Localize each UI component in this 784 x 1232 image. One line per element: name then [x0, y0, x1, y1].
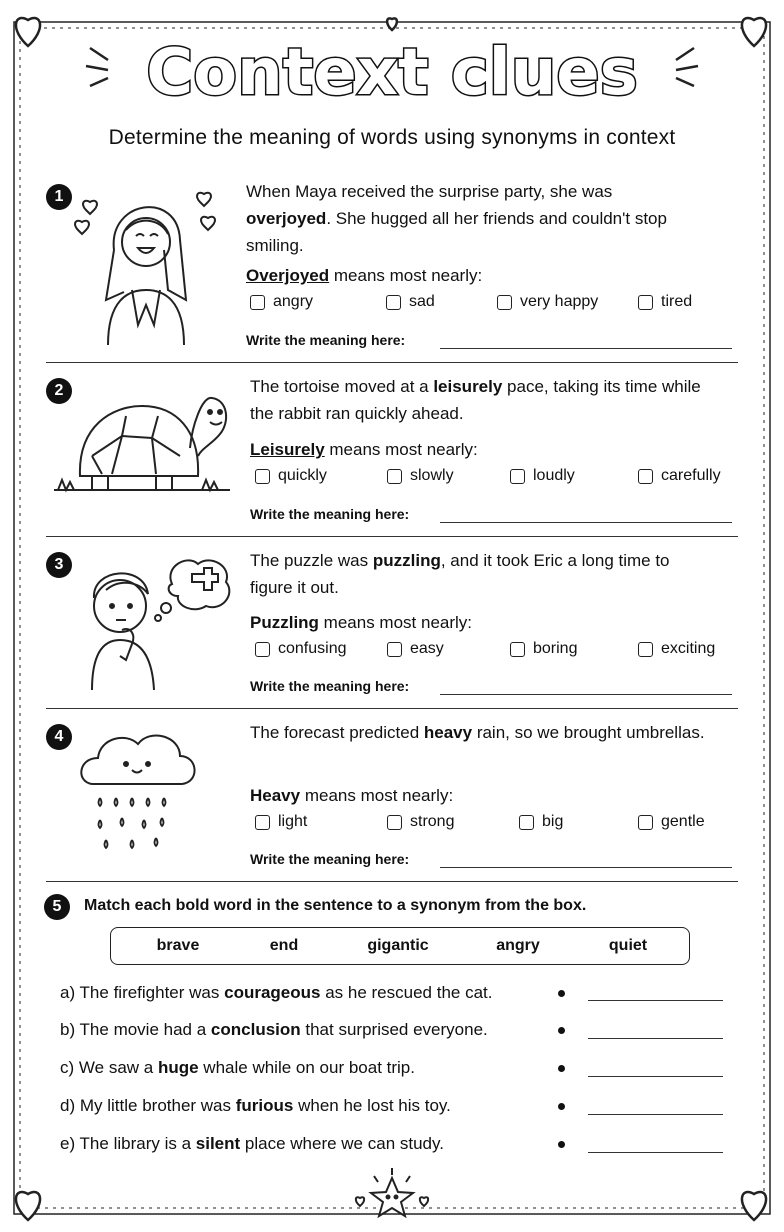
- checkbox[interactable]: [638, 469, 653, 484]
- question-prompt: [250, 786, 453, 806]
- sentence-text: that surprised everyone.: [300, 1020, 488, 1039]
- option-label: carefully: [661, 467, 721, 484]
- checkbox[interactable]: [387, 642, 402, 657]
- title-banner: [80, 18, 704, 118]
- answer-line[interactable]: [440, 348, 732, 349]
- question-prompt: [250, 613, 472, 633]
- sentence-text: The library is a: [79, 1134, 192, 1153]
- option-label: slowly: [410, 467, 454, 484]
- question-number: 5: [44, 894, 70, 920]
- sentence-text: . She hugged all her friends and couldn't stop smiling.: [246, 209, 667, 255]
- answer-line[interactable]: [588, 1000, 723, 1001]
- bullet: [558, 990, 565, 997]
- option-checkbox[interactable]: [387, 467, 454, 485]
- checkbox[interactable]: [497, 295, 512, 310]
- question-number: 1: [46, 184, 72, 210]
- option-label: loudly: [533, 467, 575, 484]
- checkbox[interactable]: [510, 642, 525, 657]
- option-label: confusing: [278, 640, 347, 657]
- question-number: 2: [46, 378, 72, 404]
- prompt-word: Heavy: [250, 786, 301, 805]
- checkbox[interactable]: [386, 295, 401, 310]
- bold-word: furious: [235, 1096, 294, 1115]
- divider: [46, 536, 738, 537]
- question-prompt: [250, 440, 478, 460]
- question-sentence: [250, 719, 710, 746]
- thinking-boy-icon: [80, 548, 240, 698]
- sentence-text: The firefighter was: [79, 983, 220, 1002]
- option-checkbox[interactable]: [387, 813, 454, 831]
- answer-line[interactable]: [440, 867, 732, 868]
- sentence-text: whale while on our boat trip.: [198, 1058, 415, 1077]
- option-checkbox[interactable]: [387, 640, 444, 658]
- bold-word: conclusion: [210, 1020, 301, 1039]
- option-checkbox[interactable]: [497, 293, 598, 311]
- option-label: quickly: [278, 467, 327, 484]
- item-letter: b): [60, 1020, 76, 1039]
- checkbox[interactable]: [255, 642, 270, 657]
- prompt-text: means most nearly:: [318, 613, 473, 632]
- sentence-text: The movie had a: [79, 1020, 207, 1039]
- match-sentence: [60, 1134, 444, 1154]
- bold-word: silent: [195, 1134, 241, 1153]
- option-label: boring: [533, 640, 578, 657]
- bullet: [558, 1141, 565, 1148]
- bold-word: overjoyed: [246, 209, 327, 228]
- answer-line[interactable]: [588, 1152, 723, 1153]
- bullet: [558, 1065, 565, 1072]
- question-number: 3: [46, 552, 72, 578]
- word-bank-item: brave: [156, 937, 200, 954]
- option-checkbox[interactable]: [255, 813, 307, 831]
- sentence-text: when he lost his toy.: [293, 1096, 451, 1115]
- prompt-text: means most nearly:: [329, 266, 483, 285]
- bold-word: courageous: [224, 983, 321, 1002]
- option-checkbox[interactable]: [638, 467, 721, 485]
- option-checkbox[interactable]: [638, 293, 692, 311]
- answer-line[interactable]: [588, 1076, 723, 1077]
- divider: [46, 362, 738, 363]
- sentence-text: We saw a: [78, 1058, 154, 1077]
- write-label: Write the meaning here:: [250, 506, 410, 522]
- checkbox[interactable]: [387, 469, 402, 484]
- sentence-text: The puzzle was: [250, 551, 369, 570]
- write-label: Write the meaning here:: [246, 332, 406, 348]
- item-letter: d): [60, 1096, 76, 1115]
- bold-word: puzzling: [372, 551, 441, 570]
- word-bank-item: end: [269, 937, 299, 954]
- match-sentence: [60, 1096, 451, 1116]
- option-checkbox[interactable]: [519, 813, 563, 831]
- option-label: very happy: [520, 293, 599, 310]
- checkbox[interactable]: [638, 295, 653, 310]
- word-bank-item: quiet: [608, 937, 648, 954]
- option-checkbox[interactable]: [510, 467, 575, 485]
- prompt-word: Overjoyed: [246, 266, 330, 285]
- sentence-text: as he rescued the cat.: [320, 983, 493, 1002]
- option-checkbox[interactable]: [386, 293, 435, 311]
- sentence-text: My little brother was: [79, 1096, 232, 1115]
- sentence-text: rain, so we brought umbrellas.: [472, 723, 705, 742]
- option-label: sad: [409, 293, 435, 310]
- checkbox[interactable]: [638, 815, 653, 830]
- option-label: tired: [661, 293, 693, 310]
- option-checkbox[interactable]: [510, 640, 577, 658]
- option-label: gentle: [661, 813, 705, 830]
- checkbox[interactable]: [510, 469, 525, 484]
- checkbox[interactable]: [519, 815, 534, 830]
- item-letter: c): [60, 1058, 75, 1077]
- subtitle: Determine the meaning of words using synonyms in context: [108, 126, 676, 149]
- bold-word: leisurely: [433, 377, 503, 396]
- option-label: exciting: [661, 640, 716, 657]
- sentence-text: pace, taking its time while the rabbit ran quickly ahead.: [250, 377, 701, 423]
- option-checkbox[interactable]: [255, 640, 347, 658]
- word-bank-item: angry: [496, 937, 540, 954]
- sentence-text: , and it took Eric a long time to figure it out.: [250, 551, 670, 597]
- option-label: light: [278, 813, 308, 830]
- match-sentence: [60, 1058, 415, 1078]
- checkbox[interactable]: [638, 642, 653, 657]
- page-title: Context clues: [146, 36, 638, 110]
- question-sentence: [250, 547, 710, 601]
- checkbox[interactable]: [250, 295, 265, 310]
- answer-line[interactable]: [440, 694, 732, 695]
- divider: [46, 708, 738, 709]
- option-label: strong: [410, 813, 455, 830]
- question-number: 4: [46, 724, 72, 750]
- option-label: easy: [410, 640, 444, 657]
- divider: [46, 881, 738, 882]
- sentence-text: The forecast predicted: [250, 723, 420, 742]
- word-bank-item: gigantic: [367, 937, 429, 954]
- match-sentence: [60, 1020, 488, 1040]
- checkbox[interactable]: [255, 469, 270, 484]
- sentence-text: The tortoise moved at a: [250, 377, 429, 396]
- prompt-word: Leisurely: [250, 440, 325, 459]
- question-prompt: [246, 266, 482, 286]
- prompt-word: Puzzling: [250, 613, 319, 632]
- answer-line[interactable]: [440, 522, 732, 523]
- checkbox[interactable]: [387, 815, 402, 830]
- prompt-text: means most nearly:: [324, 440, 478, 459]
- option-label: angry: [273, 293, 314, 310]
- item-letter: a): [60, 983, 76, 1002]
- smiling-girl-icon: [68, 180, 228, 350]
- tortoise-icon: [52, 386, 232, 496]
- option-checkbox[interactable]: [638, 640, 715, 658]
- sentence-text: place where we can study.: [240, 1134, 444, 1153]
- bullet: [558, 1103, 565, 1110]
- answer-line[interactable]: [588, 1038, 723, 1039]
- prompt-text: means most nearly:: [300, 786, 454, 805]
- star-icon: [356, 1168, 428, 1216]
- question-sentence: [250, 373, 710, 427]
- option-checkbox[interactable]: [250, 293, 313, 311]
- rain-cloud-icon: [76, 722, 206, 862]
- sentence-text: When Maya received the surprise party, she was: [246, 182, 613, 201]
- question-sentence: [246, 178, 686, 259]
- option-checkbox[interactable]: [255, 467, 327, 485]
- bold-word: huge: [157, 1058, 199, 1077]
- bold-word: heavy: [423, 723, 473, 742]
- option-label: big: [542, 813, 564, 830]
- option-checkbox[interactable]: [638, 813, 705, 831]
- match-sentence: [60, 983, 492, 1003]
- answer-line[interactable]: [588, 1114, 723, 1115]
- bullet: [558, 1027, 565, 1034]
- write-label: Write the meaning here:: [250, 851, 410, 867]
- checkbox[interactable]: [255, 815, 270, 830]
- matching-title: Match each bold word in the sentence to a synonym from the box.: [84, 897, 587, 914]
- item-letter: e): [60, 1134, 76, 1153]
- write-label: Write the meaning here:: [250, 678, 410, 694]
